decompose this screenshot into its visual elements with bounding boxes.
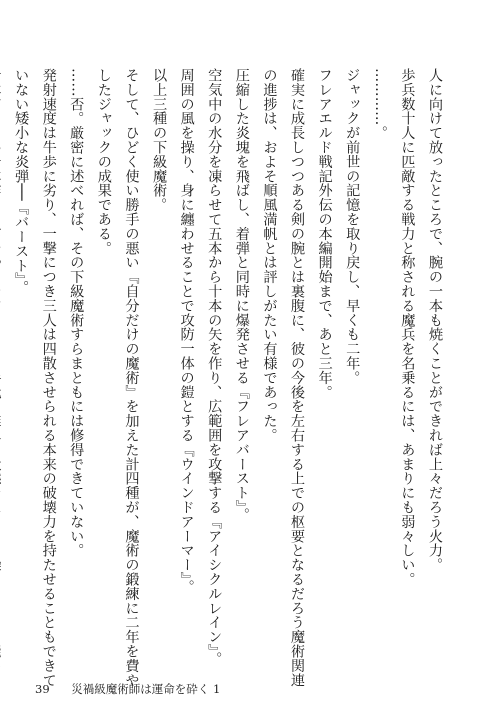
body-text: [13, 68, 448, 688]
page-number: 39: [35, 682, 50, 696]
text-line: …………。: [371, 68, 388, 140]
text-line: [0, 68, 7, 658]
text-line: 空気中の水分を凍らせて五本から十本の矢を作り、広範囲を攻撃する『アイシクルレイン』。: [206, 68, 223, 666]
text-line: 以上三種の下級魔術。: [151, 68, 168, 212]
text-line: の進捗は、およそ順風満帆とは評しがたい有様であった。: [261, 68, 278, 443]
text-line: ……否。厳密に述べれば、その下級魔術すらまともには修得できていない。: [68, 68, 85, 558]
page-footer: [35, 681, 220, 697]
text-line: 確実に成長しつつある剣の腕とは裏腹に、彼の今後を左右する上での枢要となるだろう魔術関連: [289, 68, 306, 688]
text-line: 圧縮した炎塊を飛ばし、着弾と同時に爆発させる『フレアバースト』。: [233, 68, 250, 522]
running-title: 災禍級魔術師は運命を砕く 1: [71, 682, 221, 696]
text-line: 発射速度は牛歩に劣り、一撃につき三人は四散させられる本来の破壊力を持たせることもできて: [40, 68, 57, 688]
text-line: したジャックの成果である。: [95, 68, 112, 256]
text-line: フレアエルド戦記外伝の本編開始まで、あと三年。: [316, 68, 333, 400]
text-line: ジャックが前世の記憶を取り戻し、早くも二年。: [344, 68, 361, 385]
text-line: 人に向けて放ったところで、腕の一本も焼くことができれば上々だろう火力。: [427, 68, 443, 572]
text-line: 歩兵数十人に匹敵する戦力と称される魔兵を名乗るには、あまりにも弱々しい。: [399, 68, 416, 587]
text-line: 周囲の風を操り、身に纏わせることで攻防一体の鎧とする『ウインドアーマー』。: [178, 68, 195, 594]
text-line: いない矮小な炎弾──『バースト』。: [13, 68, 30, 295]
text-line: そして、ひどく使い勝手の悪い『自分だけの魔術』を加えた計四種が、魔術の鍛練に二年を費や: [123, 68, 140, 688]
